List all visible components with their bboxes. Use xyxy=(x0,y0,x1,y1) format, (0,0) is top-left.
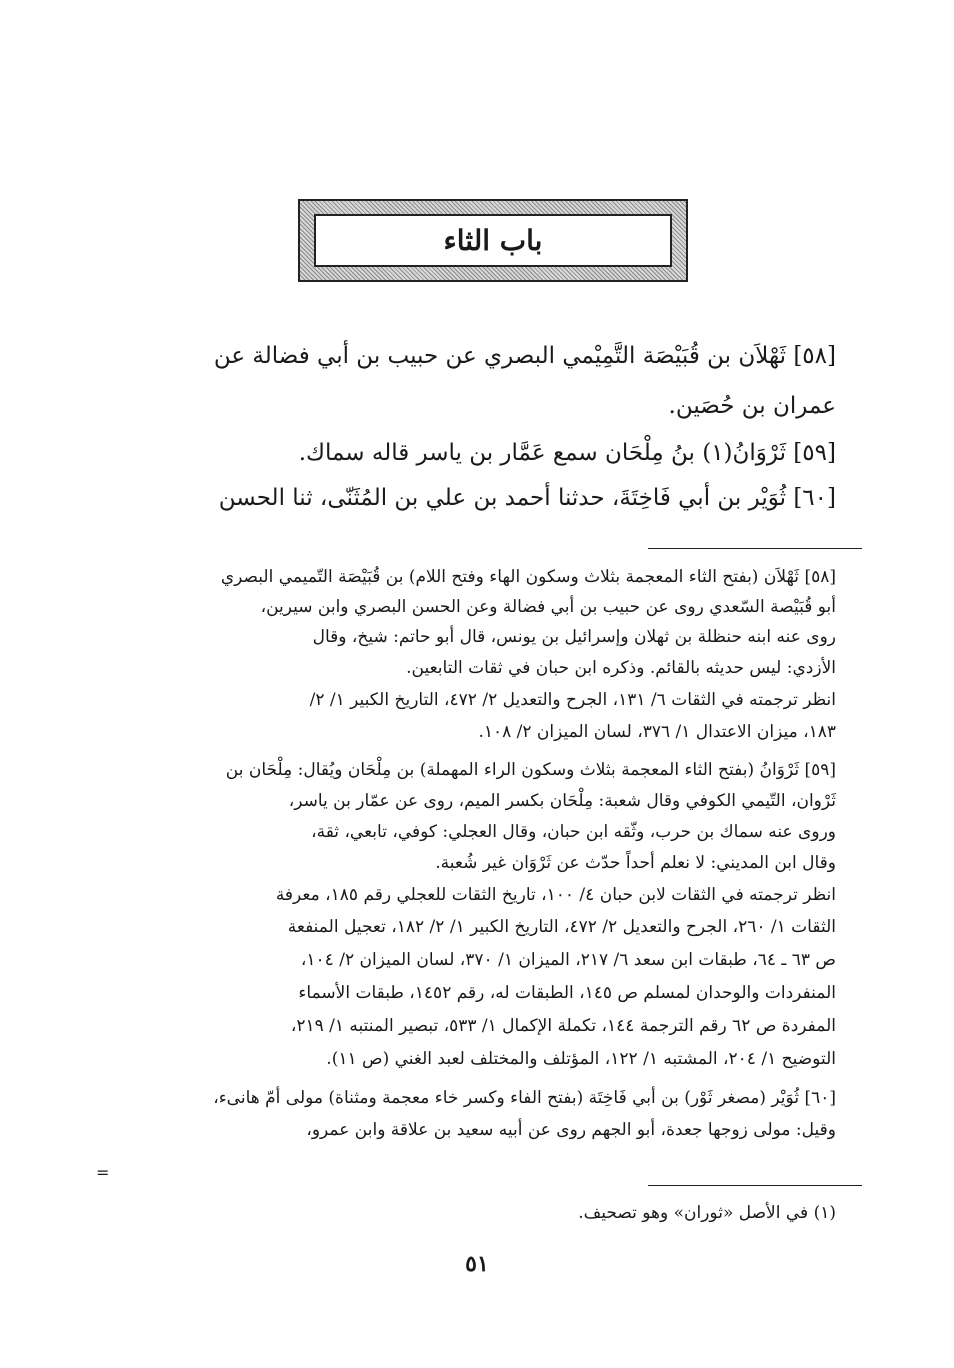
main-line: [٥٩] ثَرْوَانُ(١) بنُ مِلْحَان سمع عَمَّار بن ياسر قاله سماك. xyxy=(298,440,836,466)
notes-separator xyxy=(648,548,862,549)
chapter-title: باب الثاء xyxy=(443,224,543,257)
main-line: [٥٨] ثَهْلاَن بن قُبَيْصَة التَّمِيْمي البصري عن حبيب بن أبي فضالة عن xyxy=(213,343,836,369)
note-line: ثَرْوان، التّيمي الكوفي وقال شعبة: مِلْحَان بكسر الميم، روى عن عمّار بن ياسر، xyxy=(288,791,836,811)
note-line: روى عنه ابنه حنظلة بن ثهلان وإسرائيل بن يونس، قال أبو حاتم: شيخ، وقال xyxy=(312,627,836,647)
main-line: [٦٠] ثُوَيْر بن أبي فَاخِتَةَ، حدثنا أحمد بن علي بن المُثَنّى، ثنا الحسن xyxy=(218,485,836,511)
chapter-title-frame xyxy=(298,199,688,282)
continuation-mark: = xyxy=(96,1163,110,1182)
note-line: الثقات ١/ ٢٦٠، الجرح والتعديل ٢/ ٤٧٢، التاريخ الكبير ١/ ٢/ ١٨٢، تعجيل المنفعة xyxy=(287,917,836,937)
note-line: وقيل: مولى زوجها جعدة، أبو الجهم روى عن أبيه سعيد بن علاقة وابن عمرو، xyxy=(306,1120,836,1140)
note-line: [٥٨] ثَهْلاَن (بفتح الثاء المعجمة بثلاث وسكون الهاء وفتح اللام) بن قُبَيْصَة التّميمي البصري xyxy=(220,567,836,587)
note-line: التوضيح ١/ ٢٠٤، المشتبه ١/ ١٢٢، المؤتلف والمختلف لعبد الغني (ص ١١). xyxy=(326,1049,836,1069)
note-line: [٦٠] ثُوَيْر (مصغر ثَوْر) بن أبي فَاخِتَة (بفتح الفاء وكسر خاء معجمة ومثناة) مولى أمّ هانىء، xyxy=(213,1088,836,1108)
page-number: ٥١ xyxy=(465,1251,489,1277)
note-line: أبو قُبَيْصة السّعدي روى عن حبيب بن أبي فضالة وعن الحسن البصري وابن سيرين، xyxy=(260,597,836,617)
footnote-separator xyxy=(648,1185,862,1186)
note-line: [٥٩] ثَرْوَانُ (بفتح الثاء المعجمة بثلاث وسكون الراء المهملة) بن مِلْحَان ويُقال: مِلْحَان بن xyxy=(225,760,836,780)
note-line: انظر ترجمته في الثقات لابن حبان ٤/ ١٠٠، تاريخ الثقات للعجلي رقم ١٨٥، معرفة xyxy=(275,885,836,905)
note-line: المفردة ص ٦٢ رقم الترجمة ١٤٤، تكملة الإكمال ١/ ٥٣٣، تبصير المنتبه ١/ ٢١٩، xyxy=(290,1016,836,1036)
note-line: وروى عنه سماك بن حرب، وثّقه ابن حبان، وقال العجلي: كوفي، تابعي، ثقة، xyxy=(311,822,836,842)
note-line: ص ٦٣ ـ ٦٤، طبقات ابن سعد ٦/ ٢١٧، الميزان ١/ ٣٧٠، لسان الميزان ٢/ ١٠٤، xyxy=(300,950,836,970)
note-line: ١٨٣، ميزان الاعتدال ١/ ٣٧٦، لسان الميزان ٢/ ١٠٨. xyxy=(478,722,836,742)
note-line: الأزدي: ليس حديثه بالقائم. وذكره ابن حبان في ثقات التابعين. xyxy=(406,658,836,678)
note-line: انظر ترجمته في الثقات ٦/ ١٣١، الجرح والتعديل ٢/ ٤٧٢، التاريخ الكبير ١/ ٢/ xyxy=(309,690,836,710)
footnote: (١) في الأصل «ثوران» وهو تصحيف. xyxy=(578,1203,836,1223)
note-line: المنفردات والوحدان لمسلم ص ١٤٥، الطبقات له، رقم ١٤٥٢، طبقات الأسماء xyxy=(298,983,836,1003)
note-line: وقال ابن المديني: لا نعلم أحداً حدّث عن ثَرْوَان غير شُعبة. xyxy=(435,853,836,873)
main-line: عمران بن حُصَين. xyxy=(668,393,836,419)
chapter-title-inner xyxy=(314,214,672,267)
